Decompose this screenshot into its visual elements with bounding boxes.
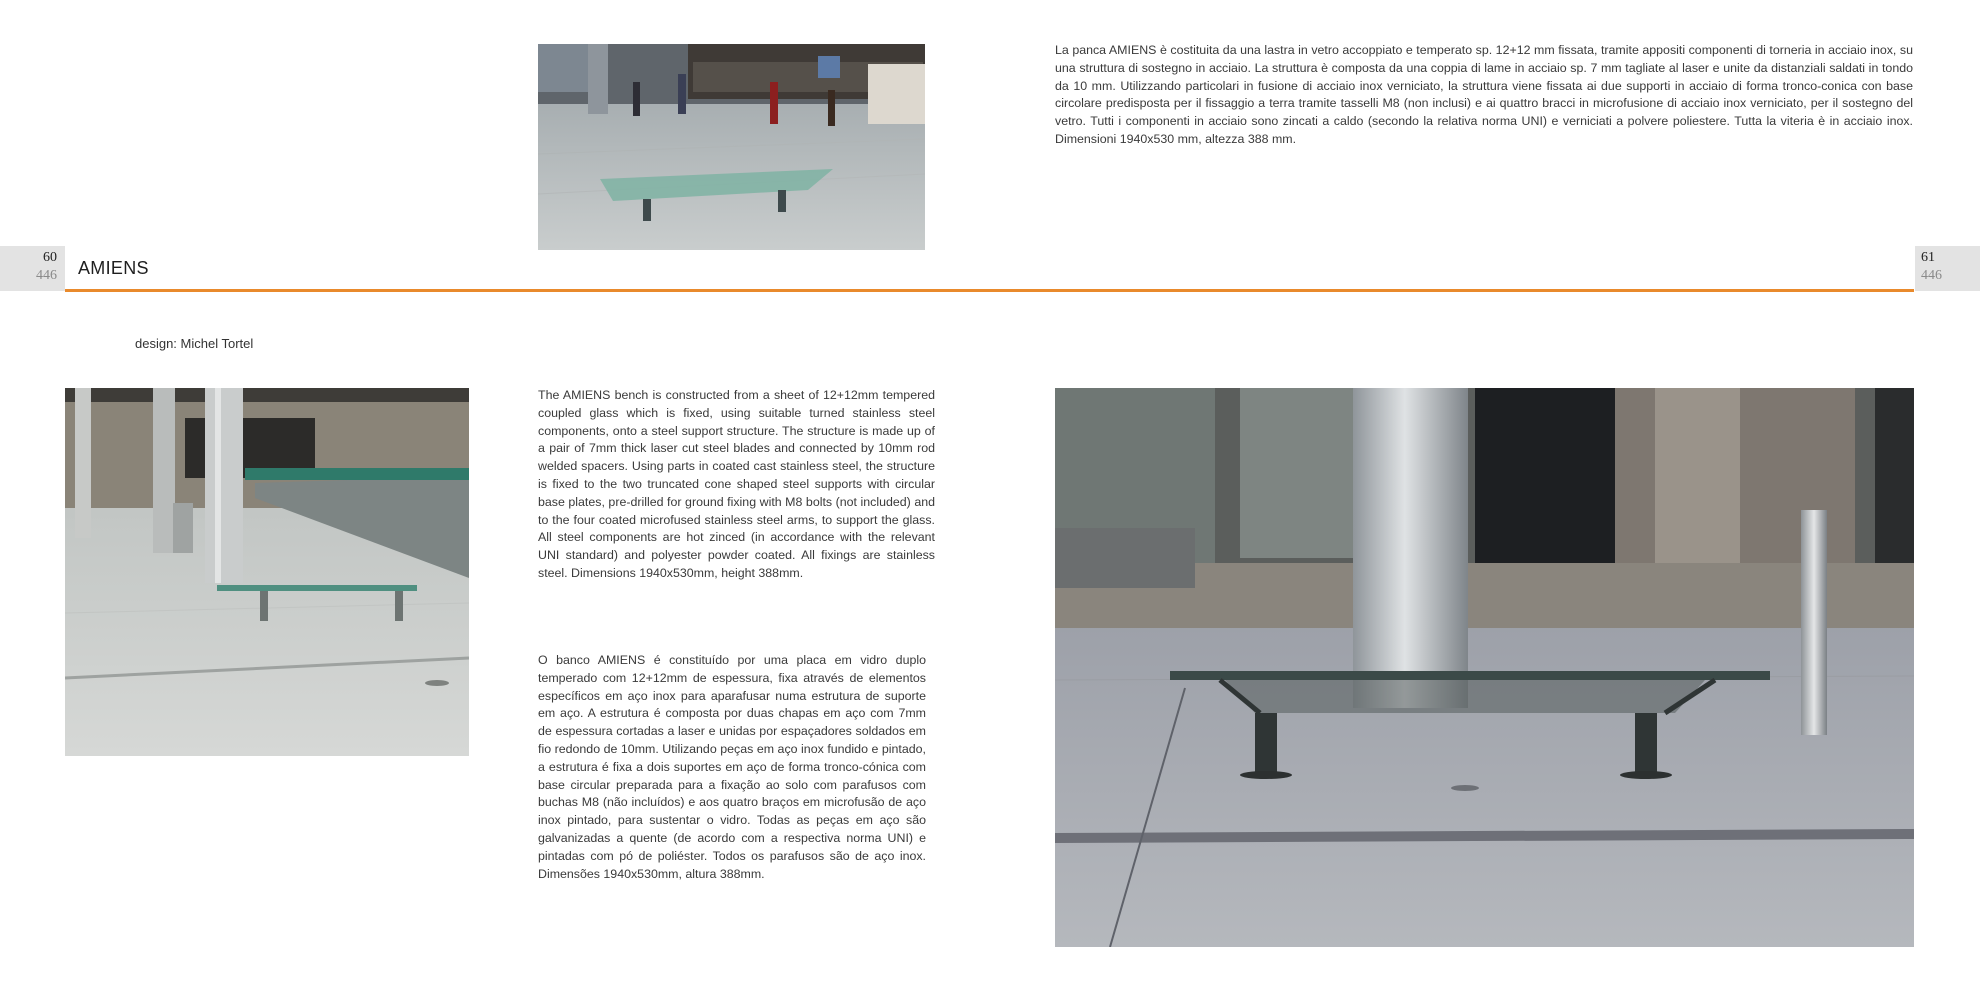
description-italian: La panca AMIENS è costituita da una lastra in vetro accoppiato e temperato sp. 12+12 mm fissata, tramite appositi componenti di torneria in acciaio inox, su una struttura di sostegno in acciaio. La struttura è composta da una coppia di lame in acciaio sp. 7 mm tagliate al laser e unite da distanziali saldati in tondo da 10 mm. Utilizzando particolari in fusione di acciaio inox verniciato, la struttura viene fissata ai due supporti in acciaio di forma tronco-conica con base circolare predisposta per il fissaggio a terra tramite tasselli M8 (non inclusi) e ai quattro bracci in microfusione di acciaio inox verniciato, per il sostegno del vetro. Tutti i componenti in acciaio sono zincati a caldo (secondo la relativa norma UNI) e verniciati a polvere poliestere. Tutta la viteria è in acciaio inox. Dimensioni 1940x530 mm, altezza 388 mm. [1055,43,1913,146]
page-number-right [1915,246,1980,291]
description-portuguese: O banco AMIENS é constituído por uma placa em vidro duplo temperado com 12+12mm de espessura, fixa através de elementos específicos em aço inox para aparafusar numa estrutura de suporte em aço. A estrutura é composta por duas chapas em aço com 7mm de espessura cortadas a laser e unidas por espaçadores soldados em fio redondo de 10mm. Utilizando peças em aço inox fundido e pintado, a estrutura é fixa a dois suportes em aço de forma tronco-cónica com base circular preparada para a fixação ao solo com parafusos com buchas M8 (não incluídos) e aos quatro braços em microfusão de aço inox pintado, para sustentar o vidro. Todas as peças em aço são galvanizadas a quente (de acordo com a respectiva norma UNI) e pintadas com pó de poliéster. Todos os parafusos são de aço inox. Dimensões 1940x530mm, altura 388mm. [538,653,926,881]
product-title: AMIENS [78,258,149,278]
page-total: 446 [1921,268,1942,283]
page-total: 446 [36,268,57,283]
page-number: 61 [1921,250,1935,265]
page-number-left [0,246,65,291]
designer-credit: design: Michel Tortel [135,336,254,351]
section-divider [65,289,1914,292]
page-number: 60 [43,250,57,265]
description-english: The AMIENS bench is constructed from a sheet of 12+12mm tempered coupled glass which is fixed, using suitable turned stainless steel components, onto a steel support structure. The structure is made up of a pair of 7mm thick laser cut steel blades and connected by 10mm rod welded spacers. Using parts in coated cast stainless steel, the structure is fixed to the two truncated cone shaped steel supports with circular base plates, pre-drilled for ground fixing with M8 bolts (not included) and to the four coated microfused stainless steel arms, to support the glass. All steel components are hot zinced (in accordance with the relevant UNI standard) and polyester powder coated. All fixings are stainless steel. Dimensions 1940x530mm, height 388mm. [538,388,935,580]
bench-photo-plaza [538,44,925,250]
bench-photo-closeup [1055,388,1914,947]
bench-photo-colonnade [65,388,469,756]
